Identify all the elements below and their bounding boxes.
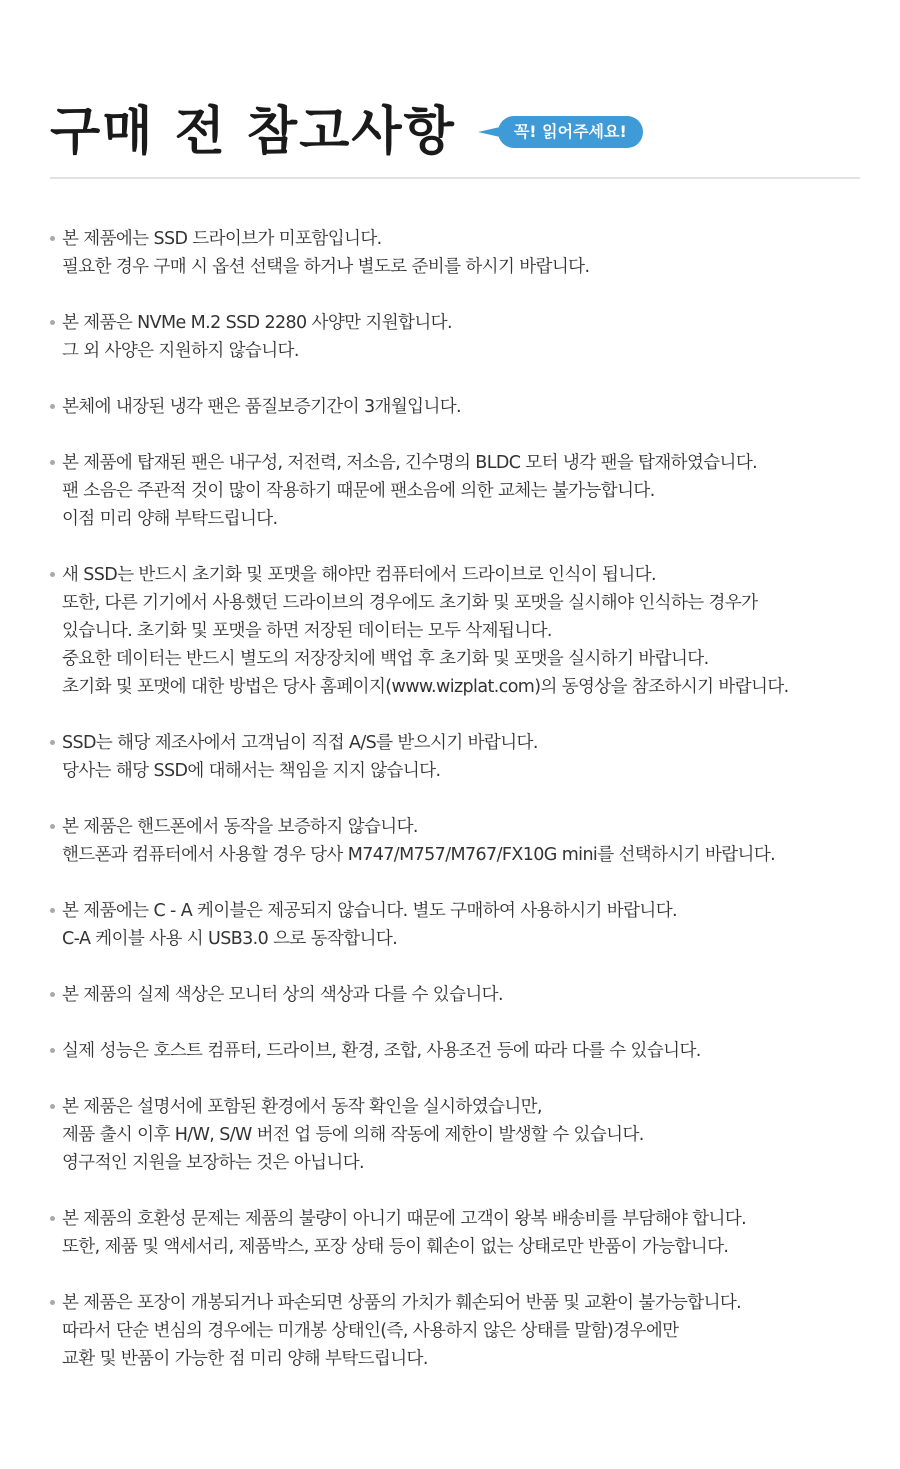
notes-list bbox=[48, 225, 868, 1401]
note-item bbox=[48, 1037, 868, 1065]
note-text-line: 초기화 및 포맷에 대한 방법은 당사 홈페이지(www.wizplat.com)의 동영상을 참조하시기 바랍니다. bbox=[62, 677, 789, 697]
note-text-line: 본 제품은 핸드폰에서 동작을 보증하지 않습니다. bbox=[62, 817, 418, 837]
note-text-line: 본 제품에 탑재된 팬은 내구성, 저전력, 저소음, 긴수명의 BLDC 모터 냉각 팬을 탑재하였습니다. bbox=[62, 453, 758, 473]
note-text-line: 새 SSD는 반드시 초기화 및 포맷을 해야만 컴퓨터에서 드라이브로 인식이 됩니다. bbox=[62, 565, 656, 585]
bullet-icon bbox=[50, 1048, 55, 1053]
note-text-line: 본 제품의 호환성 문제는 제품의 불량이 아니기 때문에 고객이 왕복 배송비를 부담해야 합니다. bbox=[62, 1209, 747, 1229]
note-item bbox=[48, 225, 868, 281]
note-text-line: 교환 및 반품이 가능한 점 미리 양해 부탁드립니다. bbox=[62, 1349, 428, 1369]
note-text-line: 중요한 데이터는 반드시 별도의 저장장치에 백업 후 초기화 및 포맷을 실시하기 바랍니다. bbox=[62, 649, 709, 669]
bullet-icon bbox=[50, 908, 55, 913]
badge-label: 꼭! 읽어주세요! bbox=[498, 116, 643, 148]
note-text-line: 따라서 단순 변심의 경우에는 미개봉 상태인(즉, 사용하지 않은 상태를 말함)경우에만 bbox=[62, 1321, 679, 1341]
bullet-icon bbox=[50, 236, 55, 241]
note-item bbox=[48, 1205, 868, 1261]
bullet-icon bbox=[50, 320, 55, 325]
note-item bbox=[48, 897, 868, 953]
note-item bbox=[48, 393, 868, 421]
note-text-line: 팬 소음은 주관적 것이 많이 작용하기 때문에 팬소음에 의한 교체는 불가능합니다. bbox=[62, 481, 655, 501]
note-item bbox=[48, 449, 868, 533]
note-text-line: 본 제품에는 C - A 케이블은 제공되지 않습니다. 별도 구매하여 사용하시기 바랍니다. bbox=[62, 901, 677, 921]
bullet-icon bbox=[50, 404, 55, 409]
note-text-line: 실제 성능은 호스트 컴퓨터, 드라이브, 환경, 조합, 사용조건 등에 따라 다를 수 있습니다. bbox=[62, 1041, 701, 1061]
note-text-line: 제품 출시 이후 H/W, S/W 버전 업 등에 의해 작동에 제한이 발생할 수 있습니다. bbox=[62, 1125, 644, 1145]
note-text-line: 본 제품은 NVMe M.2 SSD 2280 사양만 지원합니다. bbox=[62, 313, 452, 333]
header-divider bbox=[50, 177, 860, 179]
note-text-line: C-A 케이블 사용 시 USB3.0 으로 동작합니다. bbox=[62, 929, 398, 949]
note-item bbox=[48, 729, 868, 785]
note-text-line: 본 제품은 설명서에 포함된 환경에서 동작 확인을 실시하였습니만, bbox=[62, 1097, 542, 1117]
note-text-line: 본 제품은 포장이 개봉되거나 파손되면 상품의 가치가 훼손되어 반품 및 교환이 불가능합니다. bbox=[62, 1293, 742, 1313]
bullet-icon bbox=[50, 992, 55, 997]
note-text-line: 당사는 해당 SSD에 대해서는 책임을 지지 않습니다. bbox=[62, 761, 441, 781]
bullet-icon bbox=[50, 1104, 55, 1109]
note-text-line: 필요한 경우 구매 시 옵션 선택을 하거나 별도로 준비를 하시기 바랍니다. bbox=[62, 257, 590, 277]
bullet-icon bbox=[50, 1216, 55, 1221]
note-item bbox=[48, 813, 868, 869]
bullet-icon bbox=[50, 572, 55, 577]
page-header bbox=[50, 92, 643, 172]
badge-pointer bbox=[478, 127, 500, 137]
bullet-icon bbox=[50, 1300, 55, 1305]
note-text-line: 이점 미리 양해 부탁드립니다. bbox=[62, 509, 278, 529]
note-text-line: 본체에 내장된 냉각 팬은 품질보증기간이 3개월입니다. bbox=[62, 397, 462, 417]
note-text-line: 본 제품에는 SSD 드라이브가 미포함입니다. bbox=[62, 229, 382, 249]
note-item bbox=[48, 309, 868, 365]
bullet-icon bbox=[50, 824, 55, 829]
note-text-line: 핸드폰과 컴퓨터에서 사용할 경우 당사 M747/M757/M767/FX10G mini를 선택하시기 바랍니다. bbox=[62, 845, 776, 865]
note-text-line: 영구적인 지원을 보장하는 것은 아닙니다. bbox=[62, 1153, 364, 1173]
note-item bbox=[48, 561, 868, 701]
note-item bbox=[48, 1289, 868, 1373]
note-text-line: 있습니다. 초기화 및 포맷을 하면 저장된 데이터는 모두 삭제됩니다. bbox=[62, 621, 552, 641]
note-text-line: 또한, 제품 및 액세서리, 제품박스, 포장 상태 등이 훼손이 없는 상태로만 반품이 가능합니다. bbox=[62, 1237, 729, 1257]
bullet-icon bbox=[50, 460, 55, 465]
notice-badge bbox=[498, 116, 643, 148]
note-text-line: SSD는 해당 제조사에서 고객님이 직접 A/S를 받으시기 바랍니다. bbox=[62, 733, 538, 753]
note-text-line: 또한, 다른 기기에서 사용했던 드라이브의 경우에도 초기화 및 포맷을 실시해야 인식하는 경우가 bbox=[62, 593, 758, 613]
page-title: 구매 전 참고사항 bbox=[50, 102, 456, 162]
bullet-icon bbox=[50, 740, 55, 745]
note-item bbox=[48, 1093, 868, 1177]
note-text-line: 본 제품의 실제 색상은 모니터 상의 색상과 다를 수 있습니다. bbox=[62, 985, 503, 1005]
note-item bbox=[48, 981, 868, 1009]
note-text-line: 그 외 사양은 지원하지 않습니다. bbox=[62, 341, 299, 361]
